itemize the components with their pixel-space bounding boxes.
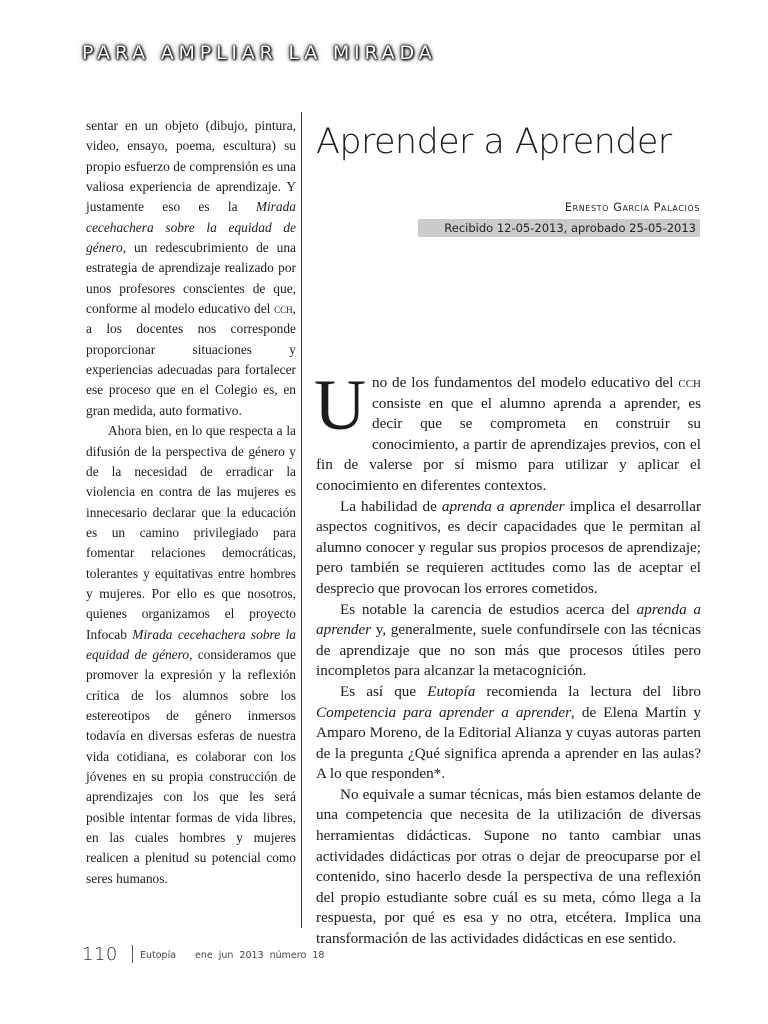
main-paragraph-3 (316, 600, 701, 682)
main-paragraph-5 (316, 785, 701, 950)
text-run: Es así que (340, 682, 428, 700)
column-divider (301, 112, 302, 928)
text-run: , de Elena Martín y Amparo Moreno, de la Editorial Alianza y cuyas autoras parten de la pregunta ¿Qué significa aprenda a aprender en las aulas? A lo que responden*. (316, 703, 701, 783)
issue-info: ene jun 2013 número 18 (195, 950, 325, 961)
main-paragraph-1-text (314, 365, 701, 494)
footer-separator (132, 945, 133, 963)
text-run: y, generalmente, suele confundírsele con las técnicas de aprendizaje que no son más que procesos útiles pero incompletos para alcanzar la metacognición. (316, 621, 701, 680)
text-run: Ahora bien, en lo que respecta a la difusión de la perspectiva de género y de la necesidad de erradicar la violencia en contra de las mujeres es innecesario declarar que la educación es un camino privilegiado para fomentar relaciones democráticas, tolerantes y equitativas entre hombres y mujeres. Por ello es que nosotros, quienes organizamos el proyecto Infocab (86, 423, 296, 642)
article-title: Aprender a Aprender (316, 122, 672, 162)
main-paragraph-4 (316, 682, 701, 785)
left-paragraph-1 (86, 116, 296, 421)
text-run: no de los fundamentos del modelo educativo del (372, 374, 679, 391)
drop-cap: U (314, 365, 366, 445)
text-run: aprenda a aprender (441, 497, 565, 515)
text-run: La habilidad de (340, 497, 442, 515)
text-run: cch (678, 374, 701, 391)
text-run: Mirada cecehachera sobre la equidad de género (86, 626, 296, 662)
text-run: Eutopía (427, 682, 476, 700)
text-run: Es notable la carencia de estudios acerca del (340, 600, 637, 618)
text-run: No equivale a sumar técnicas, más bien estamos delante de una competencia que necesita de la utilización de diversas herramientas didácticas. Supone no tanto cambiar unas actividades didácticas por otras o dejar de preocuparse por el contenido, sino hacerlo desde la perspectiva de una reflexión del propio estudiante sobre cuál es su meta, cómo llega a la respuesta, por qué es esa y no otra, etcétera. Implica una transformación de las actividades didácticas en ese sentido. (316, 785, 701, 948)
journal-name: Eutopía (140, 950, 177, 961)
text-run: , a los docentes nos corresponde proporcionar situaciones y experiencias adecuadas para fortalecer ese proceso que en el Colegio es, en gran medida, auto formativo. (86, 301, 296, 418)
text-run: , un redescubrimiento de una estrategia de aprendizaje realizado por unos profesores conscientes de que, conforme al modelo educativo del (86, 240, 296, 317)
text-run: Mirada cecehachera sobre la equidad de género (86, 199, 296, 256)
received-dates: Recibido 12-05-2013, aprobado 25-05-2013 (418, 219, 700, 237)
text-run: consiste en que el alumno aprenda a aprender, es decir que se comprometa en construir su conocimiento, a partir de aprendizajes previos, con el fin de valerse por sí mismo para utilizar y aplicar el conocimiento en diferentes contextos. (316, 394, 701, 494)
text-run: implica el desarrollar aspectos cognitivos, es decir capacidades que le permitan al alumno conocer y regular sus propios procesos de aprendizaje; pero también se requieren actitudes como las de aceptar el desprecio que provocan los errores cometidos. (316, 497, 701, 597)
article-author: Ernesto García Palacios (564, 201, 700, 214)
text-run: sentar en un objeto (dibujo, pintura, video, ensayo, poema, escultura) su propio esfuerzo de comprensión es una valiosa experiencia de aprendizaje. Y justamente eso es la (86, 118, 296, 215)
text-run: aprenda a aprender (316, 600, 701, 639)
left-paragraph-2 (86, 421, 296, 889)
main-paragraph-1 (314, 365, 701, 497)
text-run: recomienda la lectura del libro (475, 682, 701, 700)
main-paragraph-2 (316, 497, 701, 600)
text-run: , consideramos que promover la expresión y la reflexión crítica de los alumnos sobre los estereotipos de género inmersos todavía en diversas esferas de nuestra vida cotidiana, es colaborar con los jóvenes en su propia construcción de aprendizajes con los que les será posible intentar formas de vida libres, en las cuales hombres y mujeres realicen a plenitud su potencial como seres humanos. (86, 646, 296, 886)
left-text-column (86, 116, 296, 889)
text-run: cch (274, 301, 293, 317)
text-run: Competencia para aprender a aprender (316, 703, 571, 721)
main-text-column (314, 365, 701, 950)
section-banner: PARA AMPLIAR LA MIRADA (82, 42, 437, 64)
page-number: 110 (82, 944, 118, 965)
